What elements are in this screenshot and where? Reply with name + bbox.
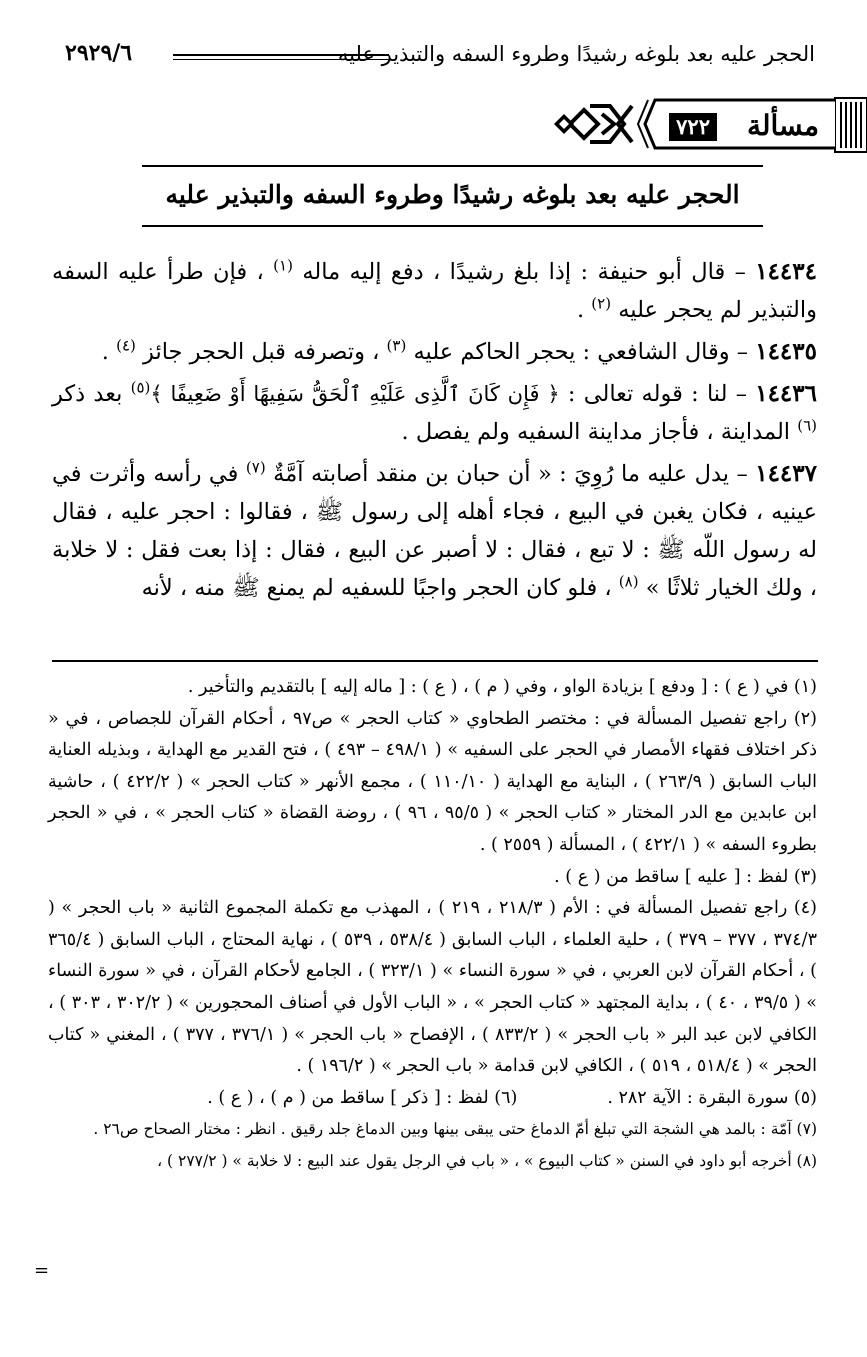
paragraph-text: – وقال الشافعي : يحجر الحاكم عليه [406,339,756,365]
quran-verse: ﴿ فَإِن كَانَ ٱلَّذِى عَلَيْهِ ٱلْحَقُّ سَفِيهًا أَوْ ضَعِيفًا ﴾ [150,382,560,406]
paragraph-text: . [576,297,592,323]
paragraph-text: – لنا : قوله تعالى : [559,381,756,407]
paragraph-text: – يدل عليه ما رُوِيَ : « أن حبان بن منقد أصابته آمَّةٌ [265,461,756,487]
main-text [52,253,817,611]
paragraph-number: ١٤٤٣٥ [755,338,817,365]
footnote: (٦) لفظ : [ ذكر ] ساقط من ( م ) ، ( ع ) . [207,1087,518,1108]
section-title-box [142,165,763,227]
footnote: (٤) راجع تفصيل المسألة في : الأم ( ٢١٨/٣ ، ٢١٩ ) ، المهذب مع تكملة المجموع الثانية « باب الحجر » ( ٣٧٤/٣ ، ٣٧٧ – ٣٧٩ ) ، حلية العلماء ، الباب السابق ( ٥٣٨/٤ ، ٥٣٩ ) ، نهاية المحتاج ، الباب السابق ( ٣٦٥/٤ ) ، أحكام القرآن لابن العربي ، في « سورة النساء » ( ٣٢٣/١ ) ، الجامع لأحكام القرآن ، في « سورة النساء » ( ٣٩/٥ ، ٤٠ ) ، بداية المجتهد « كتاب الحجر » ، « الباب الأول في أصناف المحجورين » ( ٣٠٢/٢ ، ٣٠٣ ) ، الكافي لابن عبد البر « باب الحجر » ( ٨٣٣/٢ ) ، الإفصاح « باب الحجر » ( ٣٧٦/١ ، ٣٧٧ ) ، المغني « كتاب الحجر » ( ٥١٨/٤ ، ٥١٩ ) ، الكافي لابن قدامة « باب الحجر » ( ١٩٦/٢ ) . [48,898,818,1077]
paragraph-text: – قال أبو حنيفة : إذا بلغ رشيدًا ، دفع إليه ماله [292,259,756,285]
paragraph-number: ١٤٤٣٦ [755,380,817,407]
footnote-ref: (٥) [130,378,151,397]
footnote: (٨) أخرجه أبو داود في السنن « كتاب البيوع » ، « باب في الرجل يقول عند البيع : لا خلابة » ( ٢٧٧/٢ ) ، [157,1151,817,1170]
footnote-ref: (٨) [618,572,639,591]
margin-mark: = [34,1260,50,1281]
footnote: (١) في ( ع ) : [ ودفع ] بزيادة الواو ، وفي ( م ) ، ( ع ) : [ ماله إليه ] بالتقديم والتأخير . [187,677,817,697]
footnote: (٧) آمّة : بالمد هي الشجة التي تبلغ أمّ الدماغ حتى يبقى بينها وبين الدماغ جلد رقيق . انظر : مختار الصحاح ص٢٦ . [93,1120,817,1139]
footnote-ref: (٢) [591,294,612,313]
footnote-separator [52,660,818,662]
masala-banner [550,96,867,158]
header-rule [173,54,389,60]
masala-label: مسألة [746,109,819,142]
paragraph-text: في رأسه وأثرت في عينيه ، فكان يغبن في البيع ، فجاء أهله إلى رسول ﷺ ، فقالوا : احجر عليه ، فقال له رسول اللّه ﷺ : لا تبع ، فقال : لا أصبر عن البيع ، فقال : إذا بعت فقل : لا خلابة ، ولك الخيار ثلاثًا » [52,461,817,601]
paragraph [52,333,817,371]
footnote: (٣) لفظ : [ عليه ] ساقط من ( ع ) . [554,866,817,887]
paragraph-number: ١٤٤٣٧ [755,460,817,487]
section-title: الحجر عليه بعد بلوغه رشيدًا وطروء السفه والتبذير عليه [165,180,740,209]
paragraph-text: المداينة ، فأجاز مداينة السفيه ولم يفصل . [401,419,798,445]
paragraph-text: ، وتصرفه قبل الحجر جائز [135,339,387,365]
paragraph [52,455,817,607]
footnote-ref: (٧) [245,458,266,477]
title-bottom-rule [142,225,763,227]
footnote: (٥) سورة البقرة : الآية ٢٨٢ . [607,1087,817,1108]
footnote-ref: (٤) [116,336,136,355]
paragraph-text: ، فإن طرأ عليه السفه والتبذير لم يحجر عليه [52,259,817,323]
running-header [65,38,815,78]
masala-number: ٧٢٢ [669,113,717,141]
paragraph-text: . [101,339,117,365]
paragraph [52,375,817,451]
running-title: الحجر عليه بعد بلوغه رشيدًا وطروء السفه والتبذير عليه [337,42,815,66]
title-top-rule [142,165,763,167]
paragraph-text: ، فلو كان الحجر واجبًا للسفيه لم يمنع ﷺ منه ، لأنه [141,575,619,601]
paragraph-text: بعد ذكر [52,381,131,407]
footnote-ref: (١) [273,256,293,275]
footnote-row [48,1083,817,1115]
footnote-ref: (٦) [797,416,817,435]
page-reference: ٢٩٢٩/٦ [65,40,133,66]
footnote-ref: (٣) [386,336,407,355]
footnote: (٢) راجع تفصيل المسألة في : مختصر الطحاوي « كتاب الحجر » ص٩٧ ، أحكام القرآن للجصاص ، في « ذكر اختلاف فقهاء الأمصار في الحجر على السفيه » ( ٤٩٨/١ – ٤٩٣ ) ، فتح القدير مع الهداية ، وبذيله العناية الباب السابق ( ٢٦٣/٩ ) ، البناية مع الهداية ( ١١٠/١٠ ) ، مجمع الأنهر « كتاب الحجر » ( ٤٢٢/٢ ) ، حاشية ابن عابدين مع الدر المختار « كتاب الحجر » ( ٩٥/٥ ، ٩٦ ) ، روضة القضاة « كتاب الحجر » ، في « الحجر بطروء السفه » ( ٤٢٢/١ ) ، المسألة ( ٢٥٥٩ ) . [48,708,818,855]
paragraph-number: ١٤٤٣٤ [755,258,817,285]
footnotes [48,672,817,1178]
paragraph [52,253,817,329]
